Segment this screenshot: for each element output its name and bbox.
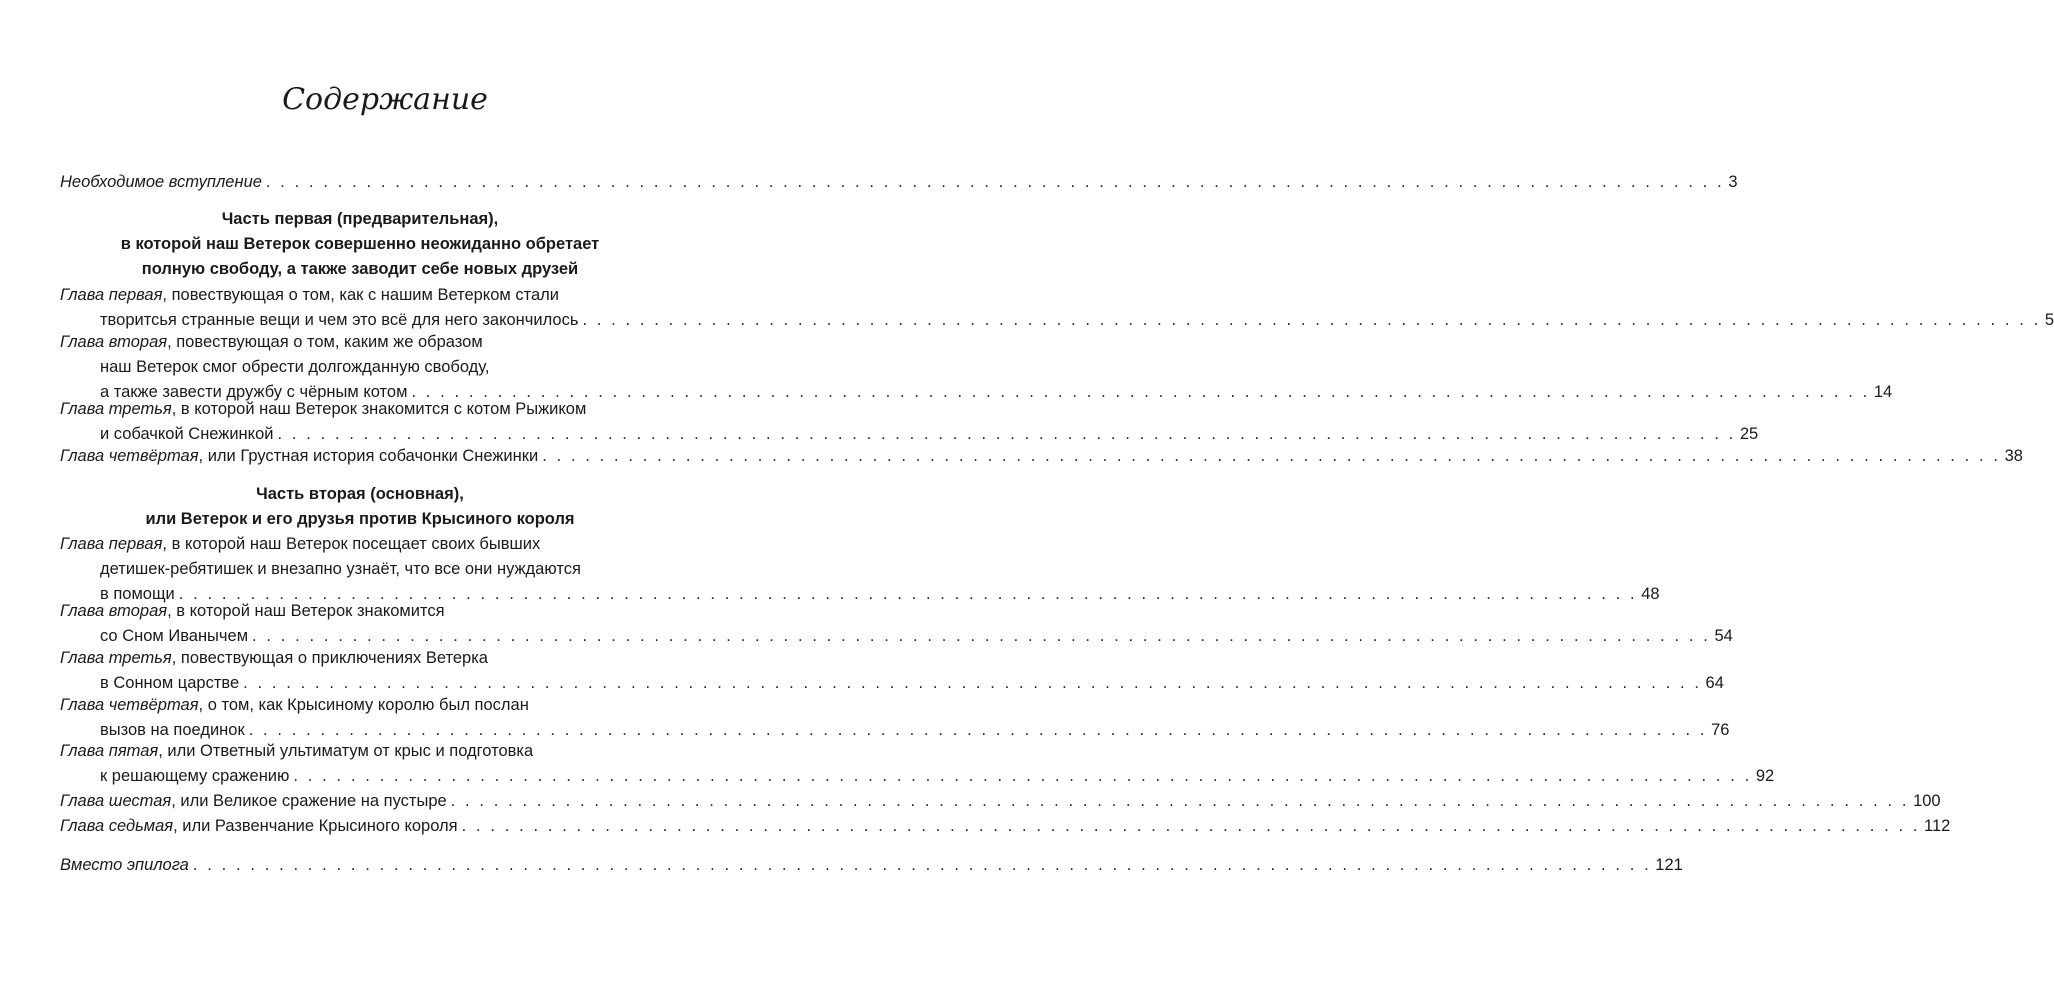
part-heading-1	[60, 207, 660, 282]
chapter-desc: , или Ответный ультиматум от крыс и подготовка	[158, 742, 534, 760]
chapter-title: Глава четвёртая	[60, 447, 199, 465]
chapter-title: Глава вторая	[60, 602, 168, 620]
toc-entry-epilogue[interactable]	[60, 853, 1683, 878]
page-number: 14	[1873, 383, 1893, 401]
dot-leader: . . . . . . . . . . . . . . . . . . . . . . . . . . . . . . . . . . . . . . . . . . . . . . . . . . . . . . . . . . . . . . . . . . . . . . . . . . . . . . . . . . . . . . . . . . . . . . . . . . . . . .	[293, 767, 1752, 785]
page-title: Содержание	[282, 82, 488, 117]
page-number: 112	[1924, 817, 1951, 835]
toc-entry-p1-ch4[interactable]	[60, 444, 2023, 469]
chapter-title: Глава третья	[60, 649, 172, 667]
dot-leader: . . . . . . . . . . . . . . . . . . . . . . . . . . . . . . . . . . . . . . . . . . . . . . . . . . . . . . . . . . . . . . . . . . . . . . . . . . . . . . . . . . . . . . . . . . . . . . . . . . . . . .	[411, 383, 1870, 401]
chapter-desc: , повествующая о приключениях Ветерка	[171, 649, 488, 667]
toc-entry-p2-ch6[interactable]	[60, 789, 1941, 814]
dot-leader: . . . . . . . . . . . . . . . . . . . . . . . . . . . . . . . . . . . . . . . . . . . . . . . . . . . . . . . . . . . . . . . . . . . . . . . . . . . . . . . . . . . . . . . . . . . . . . . . . . . . . .	[450, 792, 1910, 810]
dot-leader: . . . . . . . . . . . . . . . . . . . . . . . . . . . . . . . . . . . . . . . . . . . . . . . . . . . . . . . . . . . . . . . . . . . . . . . . . . . . . . . . . . . . . . . . . . . . . . . . . . . . . .	[248, 721, 1708, 739]
chapter-title: Глава вторая	[60, 333, 168, 351]
toc-entry-p2-ch4[interactable]	[60, 693, 1730, 743]
dot-leader: . . . . . . . . . . . . . . . . . . . . . . . . . . . . . . . . . . . . . . . . . . . . . . . . . . . . . . . . . . . . . . . . . . . . . . . . . . . . . . . . . . . . . . . . . . . . . . . . . . . . . .	[265, 173, 1725, 191]
part-heading-line: Часть вторая (основная),	[256, 485, 464, 503]
chapter-title: Глава шестая	[60, 792, 172, 810]
page-number: 64	[1705, 674, 1724, 692]
page-number: 92	[1755, 767, 1775, 785]
chapter-desc: к решающему сражению	[100, 767, 290, 785]
chapter-desc: , или Развенчание Крысиного короля	[173, 817, 458, 835]
chapter-desc: наш Ветерок смог обрести долгожданную свободу,	[100, 358, 490, 376]
part-heading-2	[60, 482, 660, 532]
page-number: 121	[1655, 856, 1683, 874]
chapter-title: Глава первая	[60, 286, 163, 304]
chapter-desc: , в которой наш Ветерок знакомится	[167, 602, 445, 620]
chapter-title: Глава пятая	[60, 742, 159, 760]
chapter-desc: , или Великое сражение на пустыре	[171, 792, 447, 810]
toc-entry-intro[interactable]	[60, 170, 1738, 195]
chapter-desc: со Сном Иванычем	[100, 627, 249, 645]
chapter-desc: в Сонном царстве	[100, 674, 240, 692]
toc-entry-p2-ch1[interactable]	[60, 532, 1660, 607]
chapter-desc: , повествующая о том, как с нашим Ветерком стали	[162, 286, 559, 304]
page-number: 100	[1913, 792, 1941, 810]
chapter-desc: , повествующая о том, каким же образом	[167, 333, 483, 351]
chapter-title: Глава седьмая	[60, 817, 174, 835]
chapter-title: Глава первая	[60, 535, 163, 553]
part-heading-line: Часть первая (предварительная),	[221, 210, 499, 228]
dot-leader: . . . . . . . . . . . . . . . . . . . . . . . . . . . . . . . . . . . . . . . . . . . . . . . . . . . . . . . . . . . . . . . . . . . . . . . . . . . . . . . . . . . . . . . . . . . . . . . . . . . . . .	[542, 447, 2001, 465]
page-number: 76	[1711, 721, 1730, 739]
dot-leader: . . . . . . . . . . . . . . . . . . . . . . . . . . . . . . . . . . . . . . . . . . . . . . . . . . . . . . . . . . . . . . . . . . . . . . . . . . . . . . . . . . . . . . . . . . . . . . . . . . . . . .	[461, 817, 1921, 835]
dot-leader: . . . . . . . . . . . . . . . . . . . . . . . . . . . . . . . . . . . . . . . . . . . . . . . . . . . . . . . . . . . . . . . . . . . . . . . . . . . . . . . . . . . . . . . . . . . . . . . . . . . . . .	[192, 856, 1652, 874]
toc-entry-p1-ch1[interactable]	[60, 283, 2054, 333]
page-number: 54	[1714, 627, 1733, 645]
toc-entry-p2-ch5[interactable]	[60, 739, 1775, 789]
chapter-desc: , или Грустная история собачонки Снежинки	[198, 447, 539, 465]
chapter-title: Глава третья	[60, 400, 172, 418]
toc-entry-p2-ch7[interactable]	[60, 814, 1951, 839]
toc-entry-p2-ch3[interactable]	[60, 646, 1724, 696]
chapter-desc: , в которой наш Ветерок знакомится с котом Рыжиком	[171, 400, 587, 418]
dot-leader: . . . . . . . . . . . . . . . . . . . . . . . . . . . . . . . . . . . . . . . . . . . . . . . . . . . . . . . . . . . . . . . . . . . . . . . . . . . . . . . . . . . . . . . . . . . . . . . . . . . . . .	[277, 425, 1736, 443]
part-heading-line: в которой наш Ветерок совершенно неожиданно обретает	[120, 235, 600, 253]
toc-entry-p1-ch2[interactable]	[60, 330, 1893, 405]
chapter-desc: , о том, как Крысиному королю был послан	[198, 696, 529, 714]
page-number: 48	[1641, 585, 1660, 603]
chapter-desc: а также завести дружбу с чёрным котом	[100, 383, 408, 401]
dot-leader: . . . . . . . . . . . . . . . . . . . . . . . . . . . . . . . . . . . . . . . . . . . . . . . . . . . . . . . . . . . . . . . . . . . . . . . . . . . . . . . . . . . . . . . . . . . . . . . . . . . . . .	[243, 674, 1702, 692]
part-heading-line: или Ветерок и его друзья против Крысиного короля	[145, 510, 575, 528]
dot-leader: . . . . . . . . . . . . . . . . . . . . . . . . . . . . . . . . . . . . . . . . . . . . . . . . . . . . . . . . . . . . . . . . . . . . . . . . . . . . . . . . . . . . . . . . . . . . . . . . . . . . . .	[582, 311, 2041, 329]
chapter-desc: детишек-ребятишек и внезапно узнаёт, что все они нуждаются	[100, 560, 581, 578]
chapter-desc: в помощи	[100, 585, 175, 603]
dot-leader: . . . . . . . . . . . . . . . . . . . . . . . . . . . . . . . . . . . . . . . . . . . . . . . . . . . . . . . . . . . . . . . . . . . . . . . . . . . . . . . . . . . . . . . . . . . . . . . . . . . . . .	[178, 585, 1638, 603]
toc-entry-p2-ch2[interactable]	[60, 599, 1733, 649]
chapter-title: Глава четвёртая	[60, 696, 199, 714]
toc-entry-p1-ch3[interactable]	[60, 397, 1759, 447]
entry-label: Необходимое вступление	[60, 173, 262, 191]
page-number: 25	[1739, 425, 1759, 443]
dot-leader: . . . . . . . . . . . . . . . . . . . . . . . . . . . . . . . . . . . . . . . . . . . . . . . . . . . . . . . . . . . . . . . . . . . . . . . . . . . . . . . . . . . . . . . . . . . . . . . . . . . . . .	[252, 627, 1711, 645]
chapter-desc: и собачкой Снежинкой	[100, 425, 274, 443]
chapter-desc: , в которой наш Ветерок посещает своих бывших	[162, 535, 541, 553]
chapter-desc: вызов на поединок	[100, 721, 245, 739]
part-heading-line: полную свободу, а также заводит себе новых друзей	[141, 260, 579, 278]
chapter-desc: творитсья странные вещи и чем это всё для него закончилось	[100, 311, 579, 329]
page-number: 38	[2004, 447, 2023, 465]
page-number: 3	[1728, 173, 1738, 191]
entry-label: Вместо эпилога	[60, 856, 189, 874]
page-number: 5	[2044, 311, 2054, 329]
